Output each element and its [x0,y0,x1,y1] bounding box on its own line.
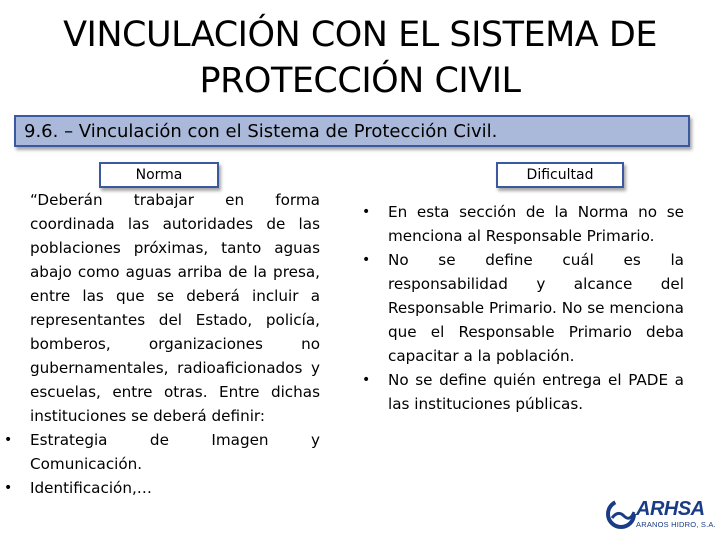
dificultad-bullet-text: No se define quién entrega el PADE a las instituciones públicas. [388,371,684,413]
section-subtitle-bar [14,115,690,147]
norma-bullet-list [4,428,320,500]
bullet-icon: • [4,480,13,496]
norma-bullet-item [4,476,320,500]
dificultad-bullet-item [362,200,684,248]
slide-title-line-1: VINCULACIÓN CON EL SISTEMA DE [63,15,657,55]
dificultad-bullet-text: En esta sección de la Norma no se menciona al Responsable Primario. [388,203,684,245]
bullet-icon: • [4,432,13,448]
slide-title [60,12,660,104]
norma-bullet-text: Identificación,… [30,479,152,497]
company-logo [606,492,716,534]
logo-name: ARHSA [636,498,705,520]
dificultad-header: Dificultad [496,162,624,188]
bullet-icon: • [362,252,371,268]
dificultad-bullet-item [362,368,684,416]
bullet-icon: • [362,204,371,220]
norma-paragraph: “Deberán trabajar en forma coordinada las autoridades de las poblaciones próximas, tanto aguas abajo como aguas arriba de la presa, entre las que se deberá incluir a representantes del Estado, policía, bomberos, organizaciones no gubernamentales, radioaficionados y escuelas, entre otras. Entre dichas instituciones se deberá definir: [30,191,320,425]
norma-column [4,188,320,500]
logo-tagline: ARANOS HIDRO, S.A. [636,520,716,529]
norma-bullet-text: Estrategia de Imagen y Comunicación. [30,431,320,473]
norma-header: Norma [99,162,219,188]
dificultad-bullet-list [362,200,684,416]
logo-wave-icon [606,494,636,534]
norma-bullet-item [4,428,320,476]
section-subtitle: 9.6. – Vinculación con el Sistema de Protección Civil. [24,121,498,142]
slide-title-line-2: PROTECCIÓN CIVIL [199,61,521,101]
bullet-icon: • [362,372,371,388]
dificultad-bullet-text: No se define cuál es la responsabilidad y alcance del Responsable Primario. No se menciona que el Responsable Primario deba capacitar a la población. [388,251,684,365]
dificultad-column [362,200,684,416]
dificultad-bullet-item [362,248,684,368]
